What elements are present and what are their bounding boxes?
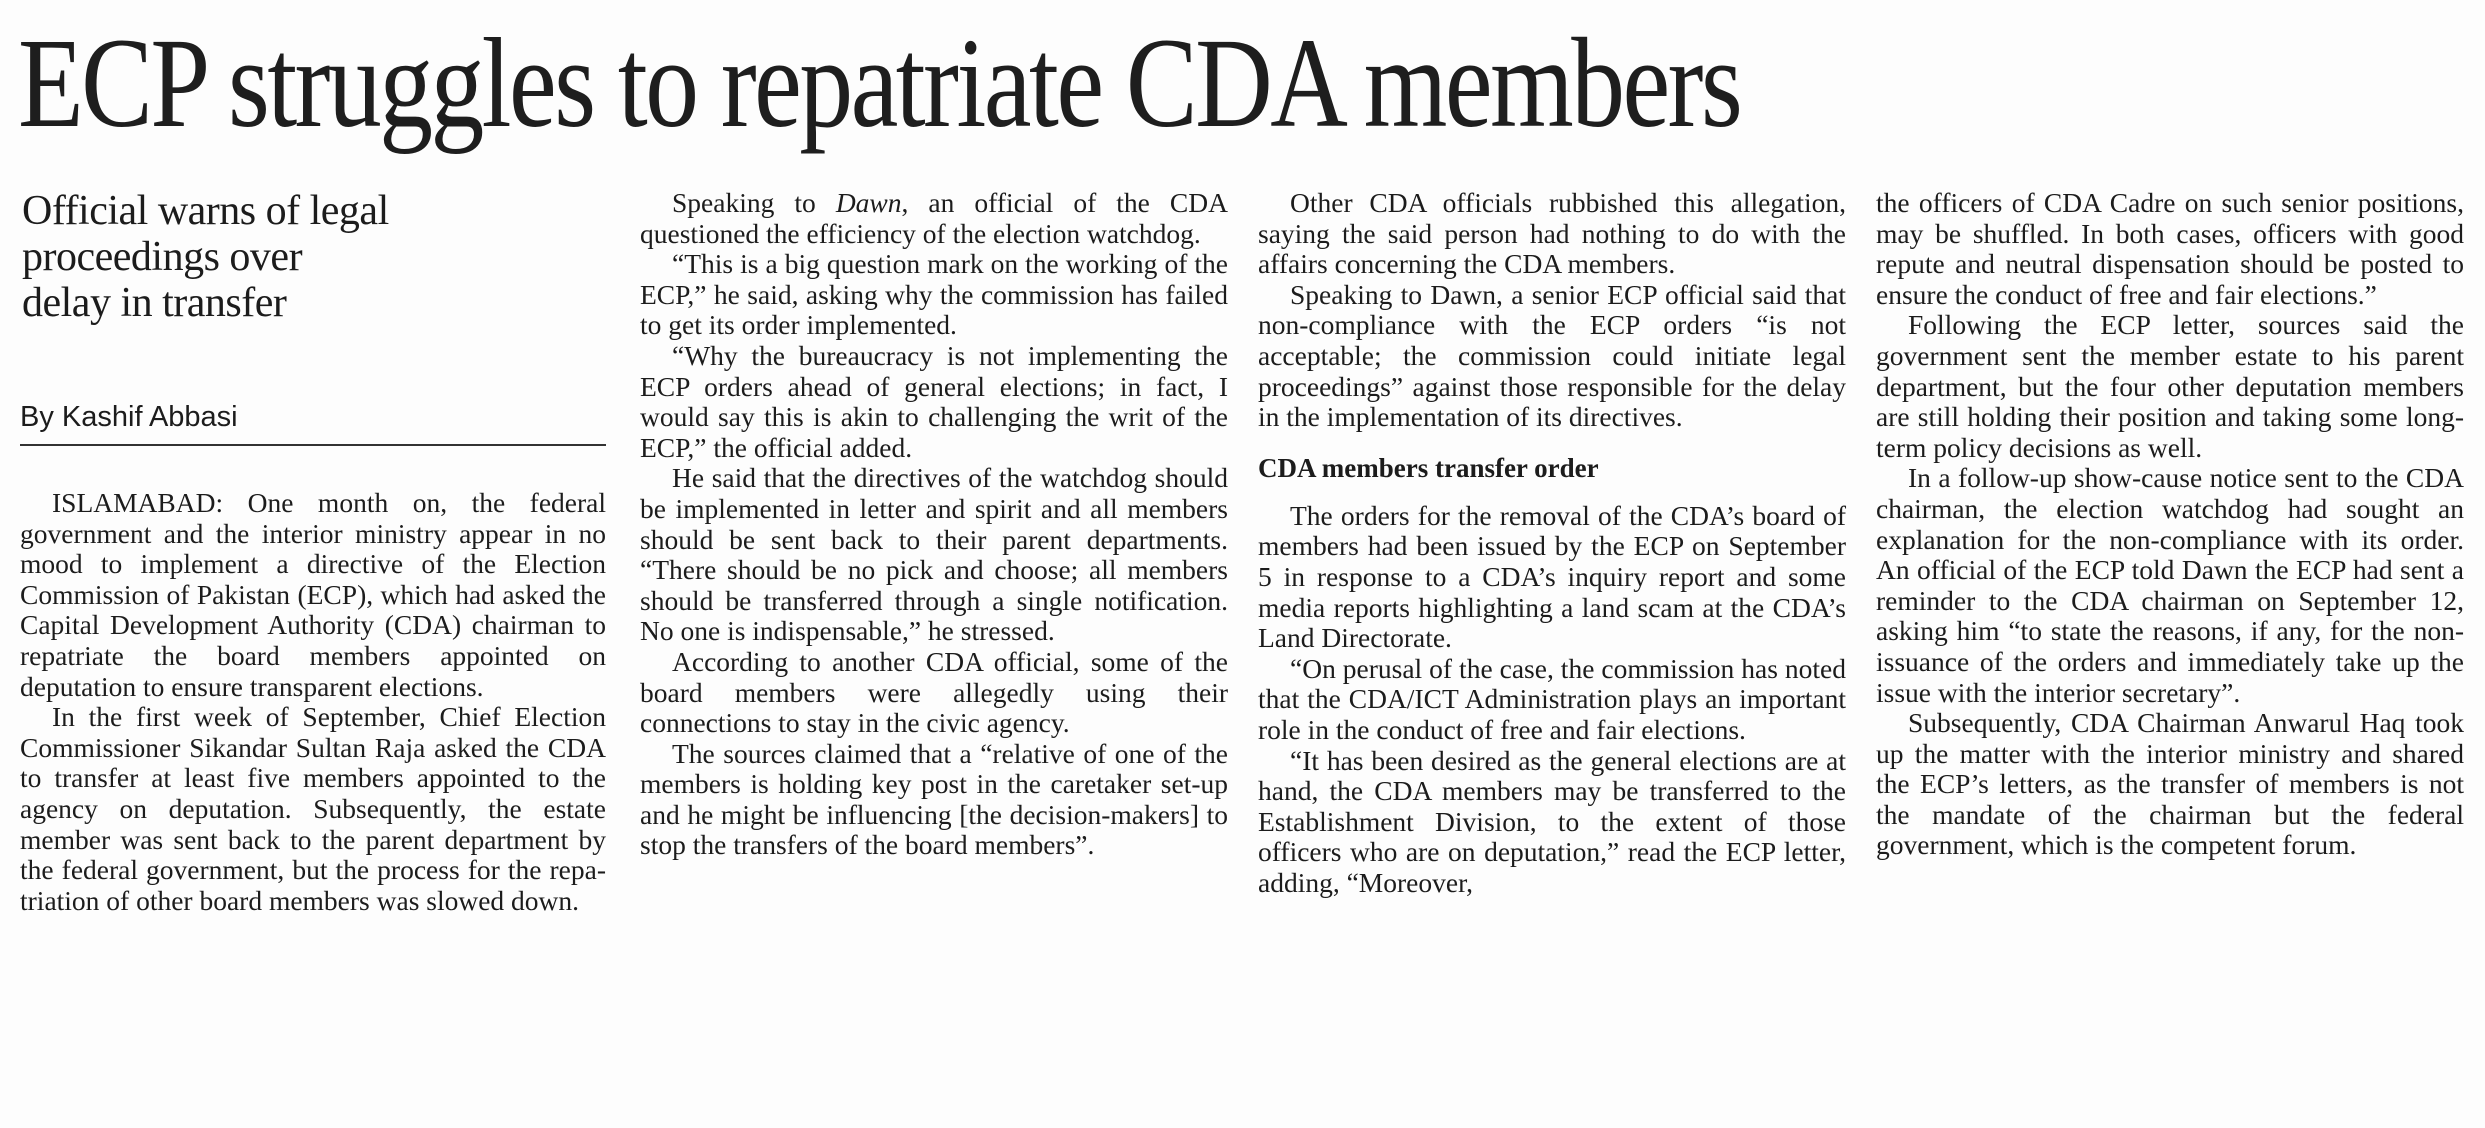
byline: By Kashif Abbasi xyxy=(20,400,606,446)
deck-line: proceedings over xyxy=(22,234,303,280)
deck-line: Official warns of legal xyxy=(22,188,389,234)
section-subhead: CDA members transfer order xyxy=(1258,452,1599,483)
paragraph: In the first week of September, Chief Election Commissioner Sikandar Sultan Raja asked the CDA to transfer at least five members appointed to the agency on deputation. Subsequently, the estate member was sent back to the parent department by the federal government, but the process for the repatriation of other board members was slowed down. xyxy=(20,701,606,916)
publication-name: Dawn xyxy=(835,187,902,218)
paragraph: He said that the directives of the watchdog should be implemented in letter and spirit and all members should be sent back to their parent departments. “There should be no pick and choose; all members should be transferred through a single notification. No one is indispensable,” he stressed. xyxy=(640,462,1228,647)
paragraph: “On perusal of the case, the commission has noted that the CDA/ICT Administration plays an important role in the conduct of free and fair elections. xyxy=(1258,652,1846,745)
column-4 xyxy=(1876,188,2464,861)
column-1 xyxy=(20,188,606,916)
paragraph: In a follow-up show-cause notice sent to the CDA chairman, the election watchdog had sought an explanation for the non-compliance with its order. An official of the ECP told Dawn the ECP had sent a reminder to the CDA chairman on September 12, asking him “to state the reasons, if any, for the non-issuance of the orders and immediately take up the issue with the interior secretary”. xyxy=(1876,462,2464,708)
paragraph: Other CDA officials rubbished this allegation, saying the said person had nothing to do with the affairs concerning the CDA members. xyxy=(1258,187,1846,280)
paragraph: “It has been desired as the general elections are at hand, the CDA members may be transferred to the Establishment Division, to the extent of those officers who are on deputation,” read the ECP letter, adding, “Moreover, xyxy=(1258,744,1846,898)
column-3 xyxy=(1258,188,1846,898)
column-2 xyxy=(640,188,1228,861)
paragraph: According to another CDA official, some of the board members were allegedly using their connections to stay in the civic agency. xyxy=(640,645,1228,739)
paragraph: “Why the bureaucracy is not implementing the ECP orders ahead of general elections; in fact, I would say this is akin to challenging the writ of the ECP,” the official added. xyxy=(640,339,1228,463)
paragraph: Subsequently, CDA Chairman Anwarul Haq took up the matter with the interior ministry and shared the ECP’s letters, as the transfer of members is not the mandate of the chairman but the federal government, which is the competent forum. xyxy=(1876,707,2464,861)
headline: ECP struggles to repatriate CDA members xyxy=(18,12,1741,154)
deck-subheadline xyxy=(22,188,606,326)
deck-line: delay in transfer xyxy=(22,280,287,326)
paragraph: Following the ECP letter, sources said the government sent the member estate to his parent department, but the four other deputation members are still holding their position and taking some long-term policy decisions as well. xyxy=(1876,309,2464,463)
text-span: Speaking to xyxy=(672,187,836,218)
text-span: , an official of the CDA questioned the efficiency of the election watchdog. xyxy=(640,187,1228,249)
article-body xyxy=(20,488,606,916)
paragraph-continued: the officers of CDA Cadre on such senior positions, may be shuffled. In both cases, officers with good repute and neutral dispensation should be posted to ensure the conduct of free and fair elections.” xyxy=(1876,187,2464,310)
paragraph: “This is a big question mark on the working of the ECP,” he said, asking why the commission has failed to get its order implemented. xyxy=(640,248,1228,341)
paragraph xyxy=(640,188,1228,249)
paragraph: The sources claimed that a “relative of one of the members is holding key post in the caretaker set-up and he might be influencing [the decision-makers] to stop the transfers of the board members”. xyxy=(640,737,1228,861)
paragraph: The orders for the removal of the CDA’s board of members had been issued by the ECP on September 5 in response to a CDA’s inquiry report and some media reports highlighting a land scam at the CDA’s Land Directorate. xyxy=(1258,499,1846,654)
paragraph: ISLAMABAD: One month on, the federal government and the interior ministry appear in no mood to implement a directive of the Election Commission of Pakistan (ECP), which had asked the Capital Development Authority (CDA) chairman to repatriate the board members appointed on deputation to ensure transparent elections. xyxy=(20,487,606,702)
paragraph: Speaking to Dawn, a senior ECP official said that non-compliance with the ECP orders “is not acceptable; the commission could initiate legal proceedings” against those responsible for the delay in the implementation of its directives. xyxy=(1258,278,1846,433)
